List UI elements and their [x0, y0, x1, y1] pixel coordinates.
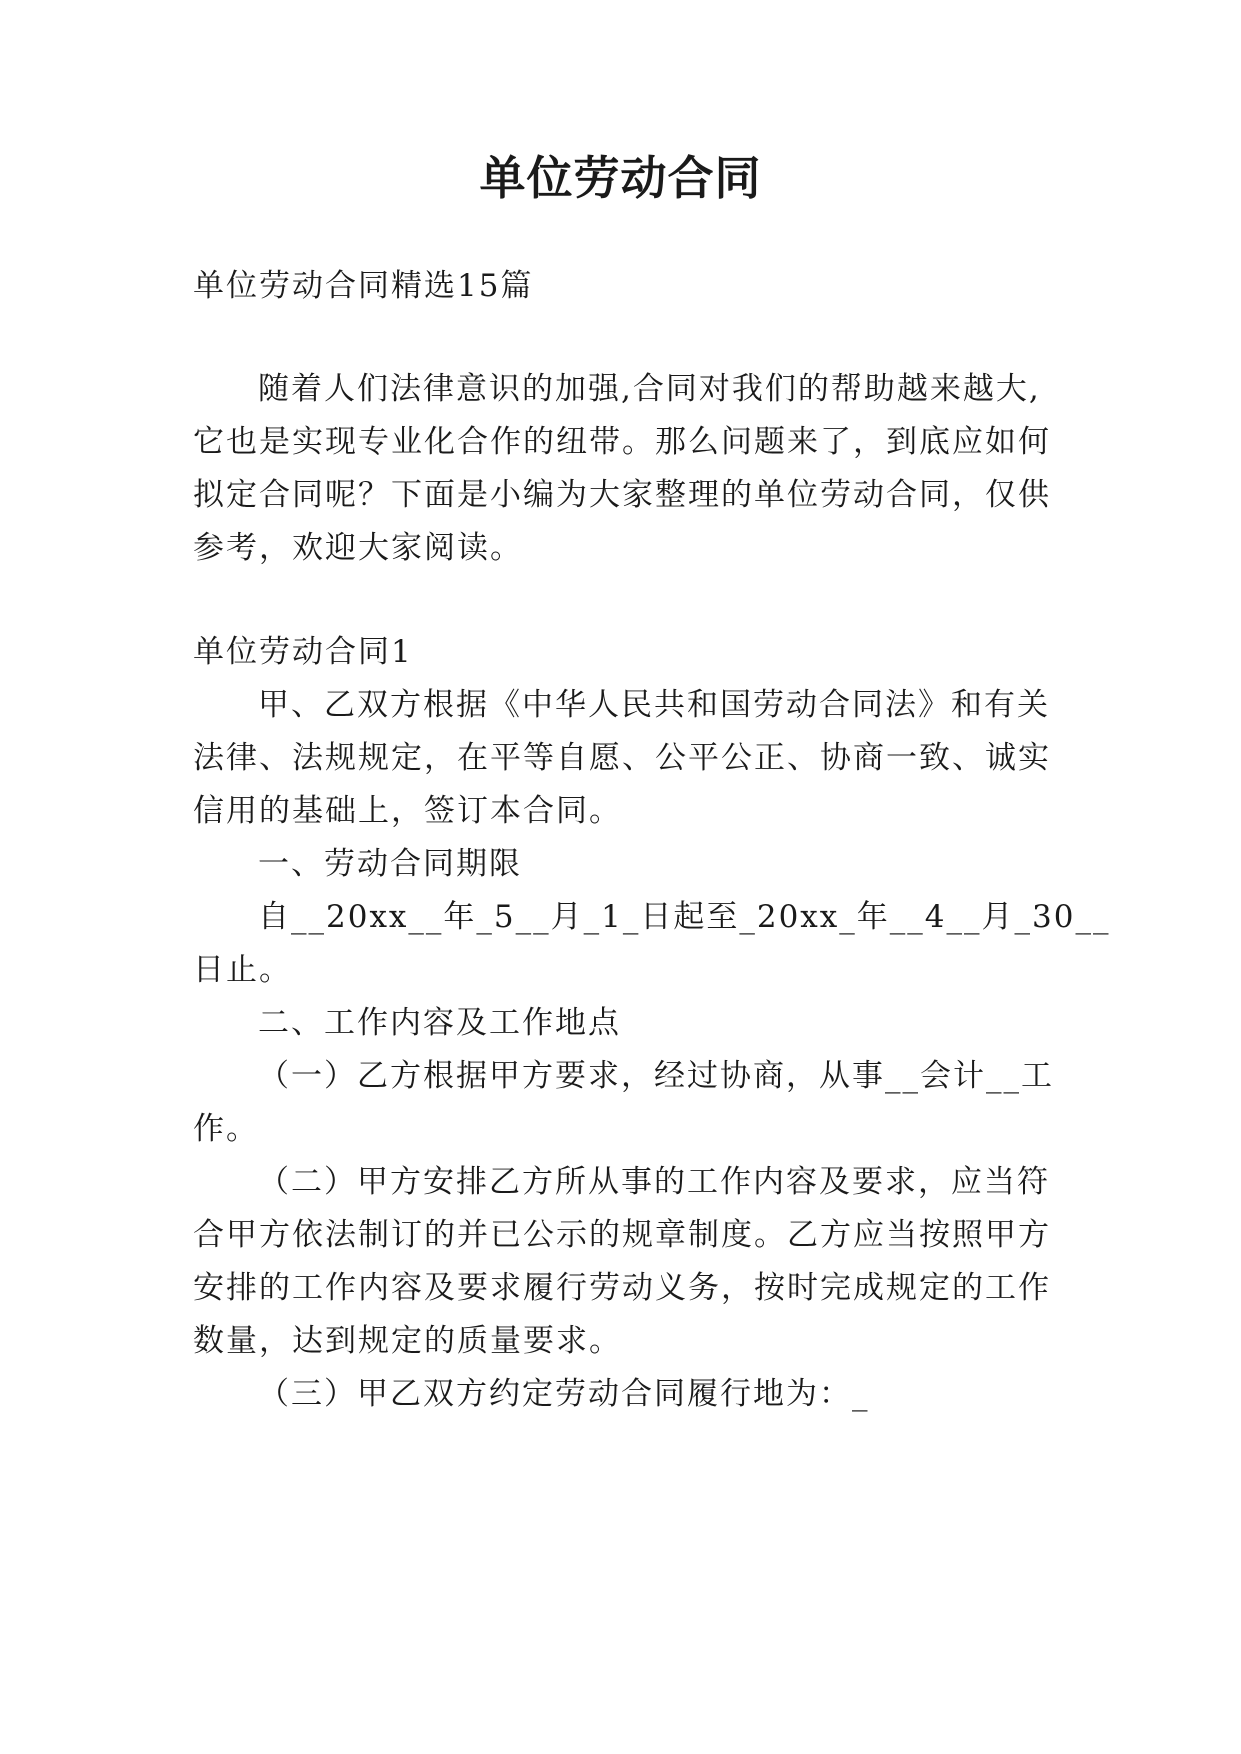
clause2-item2-line-3: 安排的工作内容及要求履行劳动义务，按时完成规定的工作: [193, 1270, 1051, 1306]
clause1-heading: 一、劳动合同期限: [258, 846, 522, 882]
clause1-line-1: 自__20xx__年_5__月_1_日起至_20xx_年__4__月_30__: [258, 899, 1111, 935]
clause2-heading: 二、工作内容及工作地点: [258, 1005, 621, 1041]
intro-line-1: 随着人们法律意识的加强,合同对我们的帮助越来越大,: [258, 371, 1041, 407]
clause2-item2-line-2: 合甲方依法制订的并已公示的规章制度。乙方应当按照甲方: [193, 1217, 1051, 1253]
document-title: 单位劳动合同: [479, 151, 762, 205]
preamble-line-2: 法律、法规规定，在平等自愿、公平公正、协商一致、诚实: [193, 740, 1051, 776]
intro-line-2: 它也是实现专业化合作的纽带。那么问题来了，到底应如何: [193, 424, 1051, 460]
document-subtitle: 单位劳动合同精选15篇: [193, 268, 534, 304]
clause2-item2-line-4: 数量，达到规定的质量要求。: [193, 1323, 622, 1359]
clause1-line-2: 日止。: [193, 952, 292, 988]
intro-line-4: 参考，欢迎大家阅读。: [193, 530, 523, 566]
clause2-item2-line-1: （二）甲方安排乙方所从事的工作内容及要求，应当符: [258, 1164, 1050, 1200]
preamble-line-3: 信用的基础上，签订本合同。: [193, 793, 622, 829]
clause2-item3-line-1: （三）甲乙双方约定劳动合同履行地为：_: [258, 1376, 870, 1412]
clause2-item1-line-2: 作。: [193, 1111, 259, 1147]
preamble-line-1: 甲、乙双方根据《中华人民共和国劳动合同法》和有关: [258, 687, 1050, 723]
intro-line-3: 拟定合同呢？下面是小编为大家整理的单位劳动合同，仅供: [193, 477, 1051, 513]
clause2-item1-line-1: （一）乙方根据甲方要求，经过协商，从事__会计__工: [258, 1058, 1054, 1094]
section-heading: 单位劳动合同1: [193, 634, 413, 670]
